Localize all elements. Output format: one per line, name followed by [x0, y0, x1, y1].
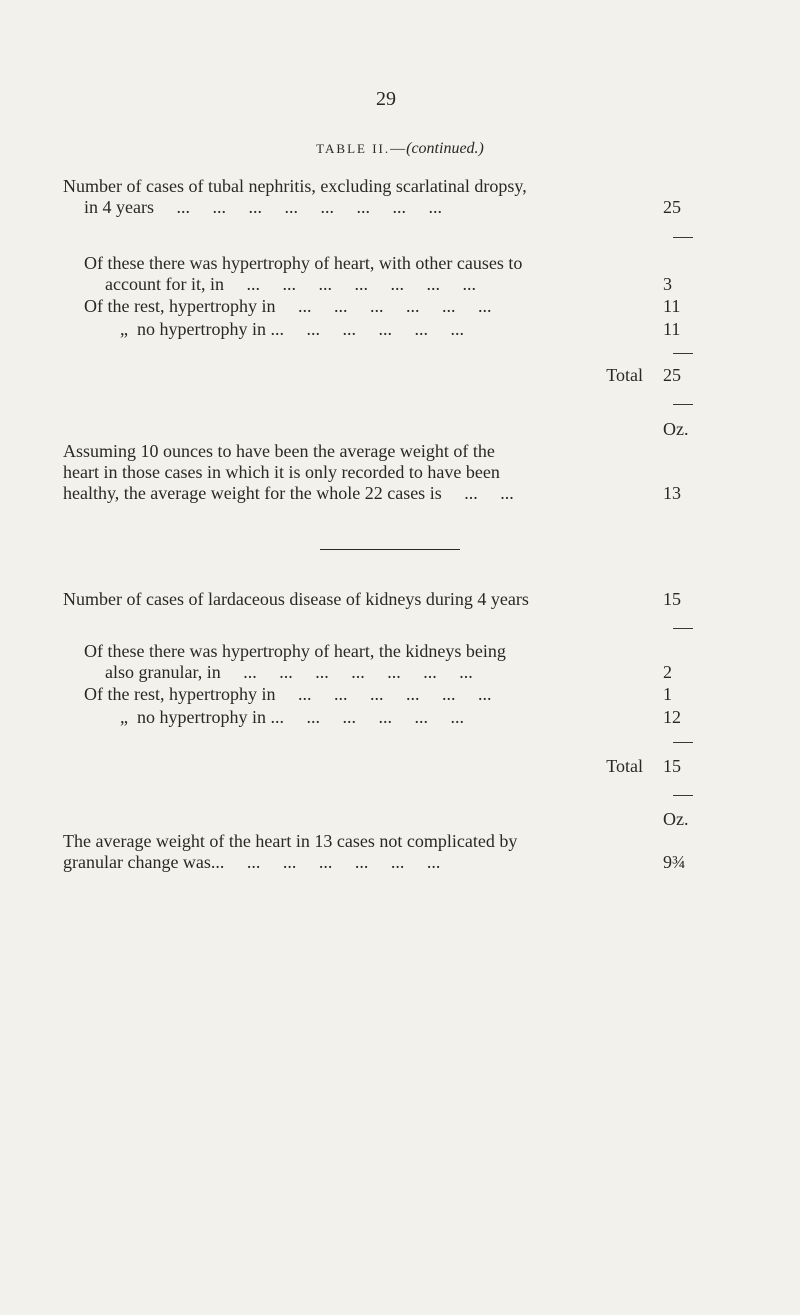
page-number: 29 [376, 88, 396, 110]
section-separator [320, 549, 460, 550]
s1-intro-value: 25 [663, 197, 681, 217]
s2-row2-value: 1 [663, 684, 672, 704]
s2-row3-text: „ no hypertrophy in ... ... ... ... ... ... [120, 707, 464, 727]
s2-note-line2: granular change was... ... ... ... ... ... ... [63, 852, 441, 872]
s1-unit: Oz. [663, 419, 689, 439]
s1-row3-text: „ no hypertrophy in ... ... ... ... ... ... [120, 319, 464, 339]
s1-note-value: 13 [663, 483, 681, 503]
s1-row1-line1: Of these there was hypertrophy of heart, with other causes to [84, 253, 523, 273]
s1-divider-2 [673, 353, 693, 354]
s2-row1-line1: Of these there was hypertrophy of heart, the kidneys being [84, 641, 506, 661]
s1-note-line3: healthy, the average weight for the whole 22 cases is ... ... [63, 483, 514, 503]
s2-row1-line2: also granular, in ... ... ... ... ... ... ... [105, 662, 473, 682]
s1-total-label: Total [606, 365, 643, 385]
s2-intro-value: 15 [663, 589, 681, 609]
s2-row3-value: 12 [663, 707, 681, 727]
s2-divider-1 [673, 628, 693, 629]
s2-unit: Oz. [663, 809, 689, 829]
s1-total-value: 25 [663, 365, 681, 385]
s2-total-label: Total [606, 756, 643, 776]
s1-row2-value: 11 [663, 296, 681, 316]
s1-intro-line2: in 4 years ... ... ... ... ... ... ... ... [84, 197, 442, 217]
s1-row3-value: 11 [663, 319, 681, 339]
s1-row2-text: Of the rest, hypertrophy in ... ... ... ... ... ... [84, 296, 492, 316]
s2-note-value: 9¾ [663, 852, 686, 872]
s2-intro-line1: Number of cases of lardaceous disease of kidneys during 4 years [63, 589, 529, 609]
s2-total-value: 15 [663, 756, 681, 776]
table-title-suffix: (continued.) [406, 140, 484, 157]
s1-row1-line2: account for it, in ... ... ... ... ... ... ... [105, 274, 476, 294]
s2-row1-value: 2 [663, 662, 672, 682]
s1-row1-value: 3 [663, 274, 672, 294]
s2-row2-text: Of the rest, hypertrophy in ... ... ... ... ... ... [84, 684, 492, 704]
s1-note-line1: Assuming 10 ounces to have been the average weight of the [63, 441, 495, 461]
s1-intro-line1: Number of cases of tubal nephritis, excluding scarlatinal dropsy, [63, 176, 527, 196]
s2-note-line1: The average weight of the heart in 13 cases not complicated by [63, 831, 518, 851]
table-title-label: TABLE II. [316, 141, 391, 156]
table-title: TABLE II.—(continued.) [316, 140, 484, 157]
s1-divider-1 [673, 237, 693, 238]
s1-note-line2: heart in those cases in which it is only recorded to have been [63, 462, 500, 482]
s2-divider-3 [673, 795, 693, 796]
s2-divider-2 [673, 742, 693, 743]
s1-divider-3 [673, 404, 693, 405]
